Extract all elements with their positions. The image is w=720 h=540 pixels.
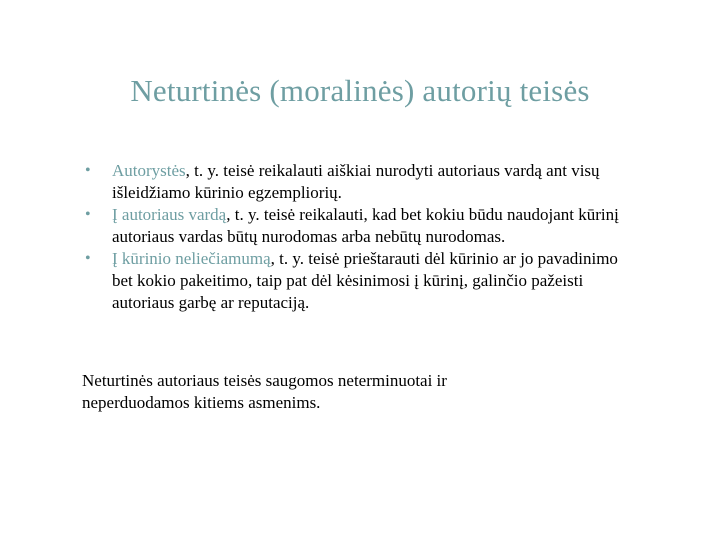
bullet-text: , t. y. teisė reikalauti, kad bet kokiu būdu naudojant kūrinį autoriaus vardas būtų nurodomas arba nebūtų nurodomas. xyxy=(112,205,619,246)
slide-title: Neturtinės (moralinės) autorių teisės xyxy=(130,73,590,108)
bullet-item-authorship xyxy=(82,160,642,204)
bullet-text: , t. y. teisė reikalauti aiškiai nurodyti autoriaus vardą ant visų išleidžiamo kūrinio egzempliorių. xyxy=(112,161,600,202)
bullet-list xyxy=(82,160,642,314)
bullet-text: , t. y. teisė prieštarauti dėl kūrinio ar jo pavadinimo bet kokio pakeitimo, taip pat dėl kėsinimosi į kūrinį, galinčio pažeisti autoriaus garbę ar reputaciją. xyxy=(112,249,618,312)
bullet-highlight: Į kūrinio neliečiamumą xyxy=(112,249,271,268)
bullet-item-author-name xyxy=(82,204,642,248)
summary-note: Neturtinės autoriaus teisės saugomos neterminuotai ir neperduodamos kitiems asmenims. xyxy=(82,371,447,412)
bullet-icon: • xyxy=(85,206,91,223)
bullet-icon: • xyxy=(85,250,91,267)
bullet-icon: • xyxy=(85,162,91,179)
bullet-highlight: Į autoriaus vardą xyxy=(112,205,227,224)
bullet-item-integrity xyxy=(82,248,642,314)
bullet-highlight: Autorystės xyxy=(112,161,186,180)
